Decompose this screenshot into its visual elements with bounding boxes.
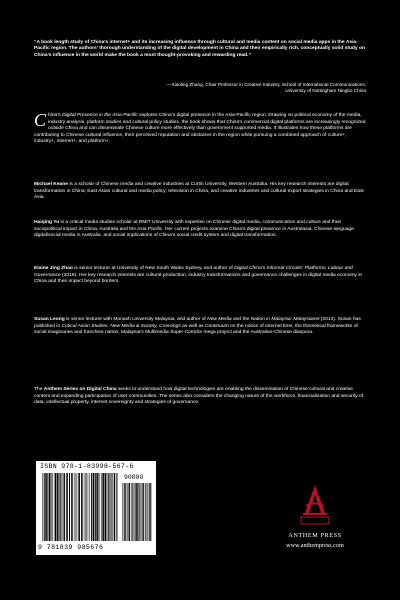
barcode-bar bbox=[44, 473, 45, 541]
series-description bbox=[34, 387, 368, 407]
barcode-bar bbox=[114, 473, 116, 541]
barcode-bar bbox=[47, 473, 48, 541]
author-bio-text: as well as bbox=[180, 323, 205, 329]
barcode-bar bbox=[122, 483, 123, 541]
barcode-bar bbox=[78, 473, 80, 541]
journal-title-italic: Continuum bbox=[205, 323, 229, 329]
barcode-bar bbox=[107, 473, 108, 541]
book-description bbox=[34, 110, 368, 146]
barcode-bar bbox=[102, 473, 104, 541]
author-bio-leong bbox=[34, 317, 368, 337]
publisher-url[interactable]: www.anthempress.com bbox=[286, 542, 344, 549]
barcode-bar bbox=[91, 473, 92, 541]
barcode-bar bbox=[54, 473, 55, 541]
author-bio-text: (2019). Her key research interests are cultural production, industry transformations and governance challenges in digital media economy in China and their impact beyond borders. bbox=[34, 272, 363, 285]
barcode-bar bbox=[105, 473, 107, 541]
attribution-line-2: University of Nottingham Ningbo China bbox=[285, 88, 366, 94]
barcode-bar bbox=[150, 483, 151, 541]
endorsement-attribution bbox=[66, 82, 366, 95]
barcode-bar bbox=[131, 483, 132, 541]
isbn-label: ISBN 978-1-83998-567-6 bbox=[40, 463, 134, 470]
author-bio-yu bbox=[34, 220, 368, 240]
addon-barcode-bars bbox=[122, 483, 152, 541]
barcode-bar bbox=[84, 473, 85, 541]
endorsement-quote: “A book length study of China’s internet+ and its increasing influence through cultural and media content on social media apps in the Asia-Pacific region. The authors’ thorough understanding of the digital development in China and their empirically rich, conceptually solid study on China’s influence in the world make the book a most thought-provoking and rewarding read.” bbox=[34, 40, 365, 58]
barcode-bar bbox=[74, 473, 75, 541]
book-title-italic: hina’s Digital Presence in the Asia-Pacific bbox=[48, 113, 138, 118]
author-name: Susan Leong bbox=[34, 317, 65, 322]
barcode-bar bbox=[49, 473, 51, 541]
barcode-bar bbox=[101, 473, 102, 541]
barcode-bar bbox=[76, 473, 77, 541]
barcode-bar bbox=[108, 473, 109, 541]
barcode-bar bbox=[138, 483, 139, 541]
ean-digits: 9 781839 985676 bbox=[38, 544, 104, 551]
barcode-bar bbox=[109, 473, 110, 541]
barcode-bar bbox=[124, 483, 125, 541]
author-name: Michael Keane bbox=[34, 182, 68, 187]
barcode-bar bbox=[71, 473, 73, 541]
attribution-line-1: —Xiaoling Zhang, Chair Professor in Creative Industry, School of International Communications, bbox=[166, 82, 366, 87]
book-title-italic: New Media and the Nation in Malaysia: Malaysianet bbox=[207, 317, 320, 322]
author-bio-text: is senior lecturer at University of New South Wales Sydney, and author of bbox=[72, 266, 235, 271]
price-addon-number: 90000 bbox=[124, 474, 144, 481]
description-body: explores China’s digital presence in the Asia-Pacific region. Drawing on political economy of the media, industry analysis, platform studies and cultural policy studies, the book shows that China’s commercial digital platforms are increasingly recognized outside China and can disseminate Chinese culture more effectively than government supported media. It illustrates how these platforms are contributing to Chinese cultural influence, their perceived reputation and obstacles in the region while pursuing a combined approach of culture+, industry+, internet+, and platform+. bbox=[34, 113, 366, 145]
barcode-bar bbox=[132, 483, 133, 541]
barcode-bar bbox=[86, 473, 87, 541]
barcode-bar bbox=[66, 473, 68, 541]
author-bio-text: is a scholar of Chinese media and creative industries at Curtin University, Western Australia. His key research interests are digital transformation in China; East Asian cultural and media policy; television in China, and creative industries and cultural export strategies in China and East Asia. bbox=[34, 182, 364, 201]
barcode-bar bbox=[145, 483, 146, 541]
drop-cap: C bbox=[34, 110, 47, 130]
series-text: seeks to understand how digital technologies are enabling the dissemination of Chinese cultural and creative content and expanding participation of user communities. The series also considers the changing nature of the workforce, financialization and security of data, intellectual property, internet sovereignty and strategies of governance. bbox=[34, 387, 364, 406]
barcode-bar bbox=[149, 483, 150, 541]
barcode-bar bbox=[99, 473, 100, 541]
barcode-bar bbox=[112, 473, 113, 541]
author-bio-text: (2014). Susan has published in bbox=[34, 317, 361, 329]
author-name: Haiqing Yu bbox=[34, 220, 60, 225]
barcode-bar bbox=[57, 473, 59, 541]
barcode-bar bbox=[93, 473, 95, 541]
anthem-press-logo-icon bbox=[300, 482, 330, 530]
barcode-bar bbox=[142, 483, 143, 541]
barcode-bar bbox=[42, 473, 43, 541]
barcode-bar bbox=[147, 483, 148, 541]
barcode-bar bbox=[52, 473, 53, 541]
barcode-bar bbox=[64, 473, 65, 541]
barcode-bar bbox=[77, 473, 78, 541]
barcode-bar bbox=[45, 473, 47, 541]
series-prefix: The bbox=[34, 387, 44, 392]
barcode-bar bbox=[136, 483, 138, 541]
barcode-bar bbox=[51, 473, 52, 541]
barcode-bar bbox=[60, 473, 61, 541]
journal-titles-italic: Critical Asian Studies, New Media & Society, Crossings bbox=[61, 323, 181, 329]
barcode-bar bbox=[81, 473, 83, 541]
barcode-bar bbox=[62, 473, 63, 541]
barcode-bar bbox=[139, 483, 140, 541]
barcode-bar bbox=[69, 473, 70, 541]
author-bio-text: is senior lecturer with Monash University Malaysia, and author of bbox=[64, 317, 208, 322]
ean-barcode-bars bbox=[42, 473, 118, 541]
barcode-bar bbox=[110, 473, 111, 541]
author-bio-zhao bbox=[34, 266, 368, 286]
barcode-bar bbox=[125, 483, 126, 541]
barcode-bar bbox=[55, 473, 57, 541]
barcode-bar bbox=[88, 473, 89, 541]
author-bio-keane bbox=[34, 182, 368, 202]
barcode-bar bbox=[129, 483, 130, 541]
author-name: Elaine Jing Zhao bbox=[34, 266, 73, 271]
barcode-bar bbox=[59, 473, 60, 541]
barcode-bar bbox=[100, 473, 101, 541]
barcode-bar bbox=[63, 473, 64, 541]
author-bio-text: is a critical media studies scholar at RMIT University with expertise on Chinese digital media, communication and culture and their sociopolitical impact in China, Australia and the Asia Pacific. Her current projects examine China’s digital presence in Australasia, Chinese-language digital/social media in Australia, and social implications of China’s social credit system and digital transformation. bbox=[34, 220, 354, 239]
barcode-bar bbox=[89, 473, 90, 541]
barcode-bar bbox=[135, 483, 136, 541]
author-bio-text: on the notion of Internet time, the theoretical frameworks of social imaginaries and franchise nation, Malaysia’s Multimedia Super Corridor mega project and the Australian-Chinese diaspora. bbox=[34, 323, 358, 336]
series-name: Anthem Series on Digital China bbox=[43, 387, 117, 392]
barcode-bar bbox=[96, 473, 98, 541]
barcode-bar bbox=[95, 473, 96, 541]
book-title-italic: Digital China’s Informal Circuits: Platforms, Labour and Governance bbox=[34, 266, 353, 278]
barcode-bar bbox=[128, 483, 129, 541]
barcode-bar bbox=[116, 473, 117, 541]
barcode-bar bbox=[143, 483, 144, 541]
publisher-name: ANTHEM PRESS bbox=[288, 532, 342, 539]
barcode-icon bbox=[36, 461, 156, 555]
